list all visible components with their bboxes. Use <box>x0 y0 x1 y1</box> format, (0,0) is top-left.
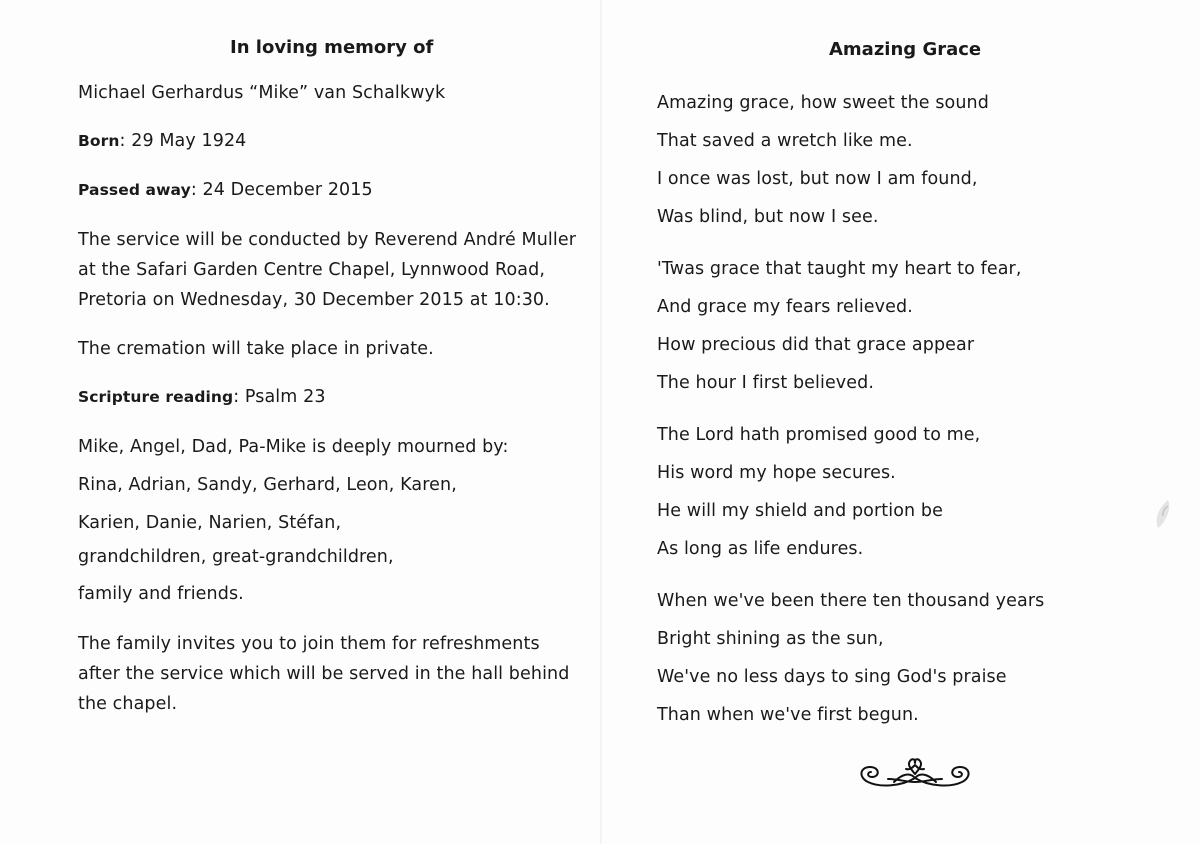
mourned-line: Mike, Angel, Dad, Pa-Mike is deeply mourned by: <box>78 437 509 457</box>
scripture-label: Scripture reading <box>78 388 234 406</box>
verse-line: And grace my fears relieved. <box>657 297 913 317</box>
mourned-line: Karien, Danie, Narien, Stéfan, <box>78 513 342 533</box>
mourned-line: Rina, Adrian, Sandy, Gerhard, Leon, Karen, <box>78 475 457 495</box>
verse-line: The Lord hath promised good to me, <box>657 425 981 445</box>
ink-smudge <box>1148 478 1178 538</box>
memorial-title: In loving memory of <box>230 37 434 58</box>
verse-line: His word my hope secures. <box>657 463 896 483</box>
verse-line: That saved a wretch like me. <box>657 131 913 151</box>
refreshment-line: The family invites you to join them for refreshments <box>78 634 540 654</box>
verse-line: When we've been there ten thousand years <box>657 591 1045 611</box>
passed-date: : 24 December 2015 <box>190 180 373 200</box>
refreshment-line: the chapel. <box>78 694 178 714</box>
verse-line: How precious did that grace appear <box>657 335 975 355</box>
born-line <box>78 131 246 151</box>
hymn-page <box>602 0 1200 844</box>
cremation-note: The cremation will take place in private. <box>78 339 434 359</box>
verse-line: Bright shining as the sun, <box>657 629 884 649</box>
born-date: : 29 May 1924 <box>119 131 247 151</box>
hymn-title: Amazing Grace <box>829 39 982 60</box>
service-line: The service will be conducted by Reverend André Muller <box>78 230 577 250</box>
verse-line: Amazing grace, how sweet the sound <box>657 93 989 113</box>
passed-line <box>78 180 373 200</box>
service-line: Pretoria on Wednesday, 30 December 2015 at 10:30. <box>78 290 550 310</box>
verse-line: Was blind, but now I see. <box>657 207 879 227</box>
service-line: at the Safari Garden Centre Chapel, Lynnwood Road, <box>78 260 545 280</box>
deceased-name: Michael Gerhardus “Mike” van Schalkwyk <box>78 83 446 103</box>
verse-line: 'Twas grace that taught my heart to fear, <box>657 259 1022 279</box>
verse-line: We've no less days to sing God's praise <box>657 667 1007 687</box>
verse-line: I once was lost, but now I am found, <box>657 169 978 189</box>
mourned-line: family and friends. <box>78 584 244 604</box>
verse-line: The hour I first believed. <box>657 373 875 393</box>
scripture-value: : Psalm 23 <box>233 387 326 407</box>
refreshment-line: after the service which will be served in the hall behind <box>78 664 570 684</box>
scripture-line <box>78 387 326 407</box>
born-label: Born <box>78 132 120 150</box>
passed-label: Passed away <box>78 181 191 199</box>
mourned-line: grandchildren, great-grandchildren, <box>78 547 394 567</box>
verse-line: He will my shield and portion be <box>657 501 943 521</box>
verse-line: As long as life endures. <box>657 539 864 559</box>
scroll-flourish-icon <box>854 752 976 792</box>
verse-line: Than when we've first begun. <box>657 705 919 725</box>
